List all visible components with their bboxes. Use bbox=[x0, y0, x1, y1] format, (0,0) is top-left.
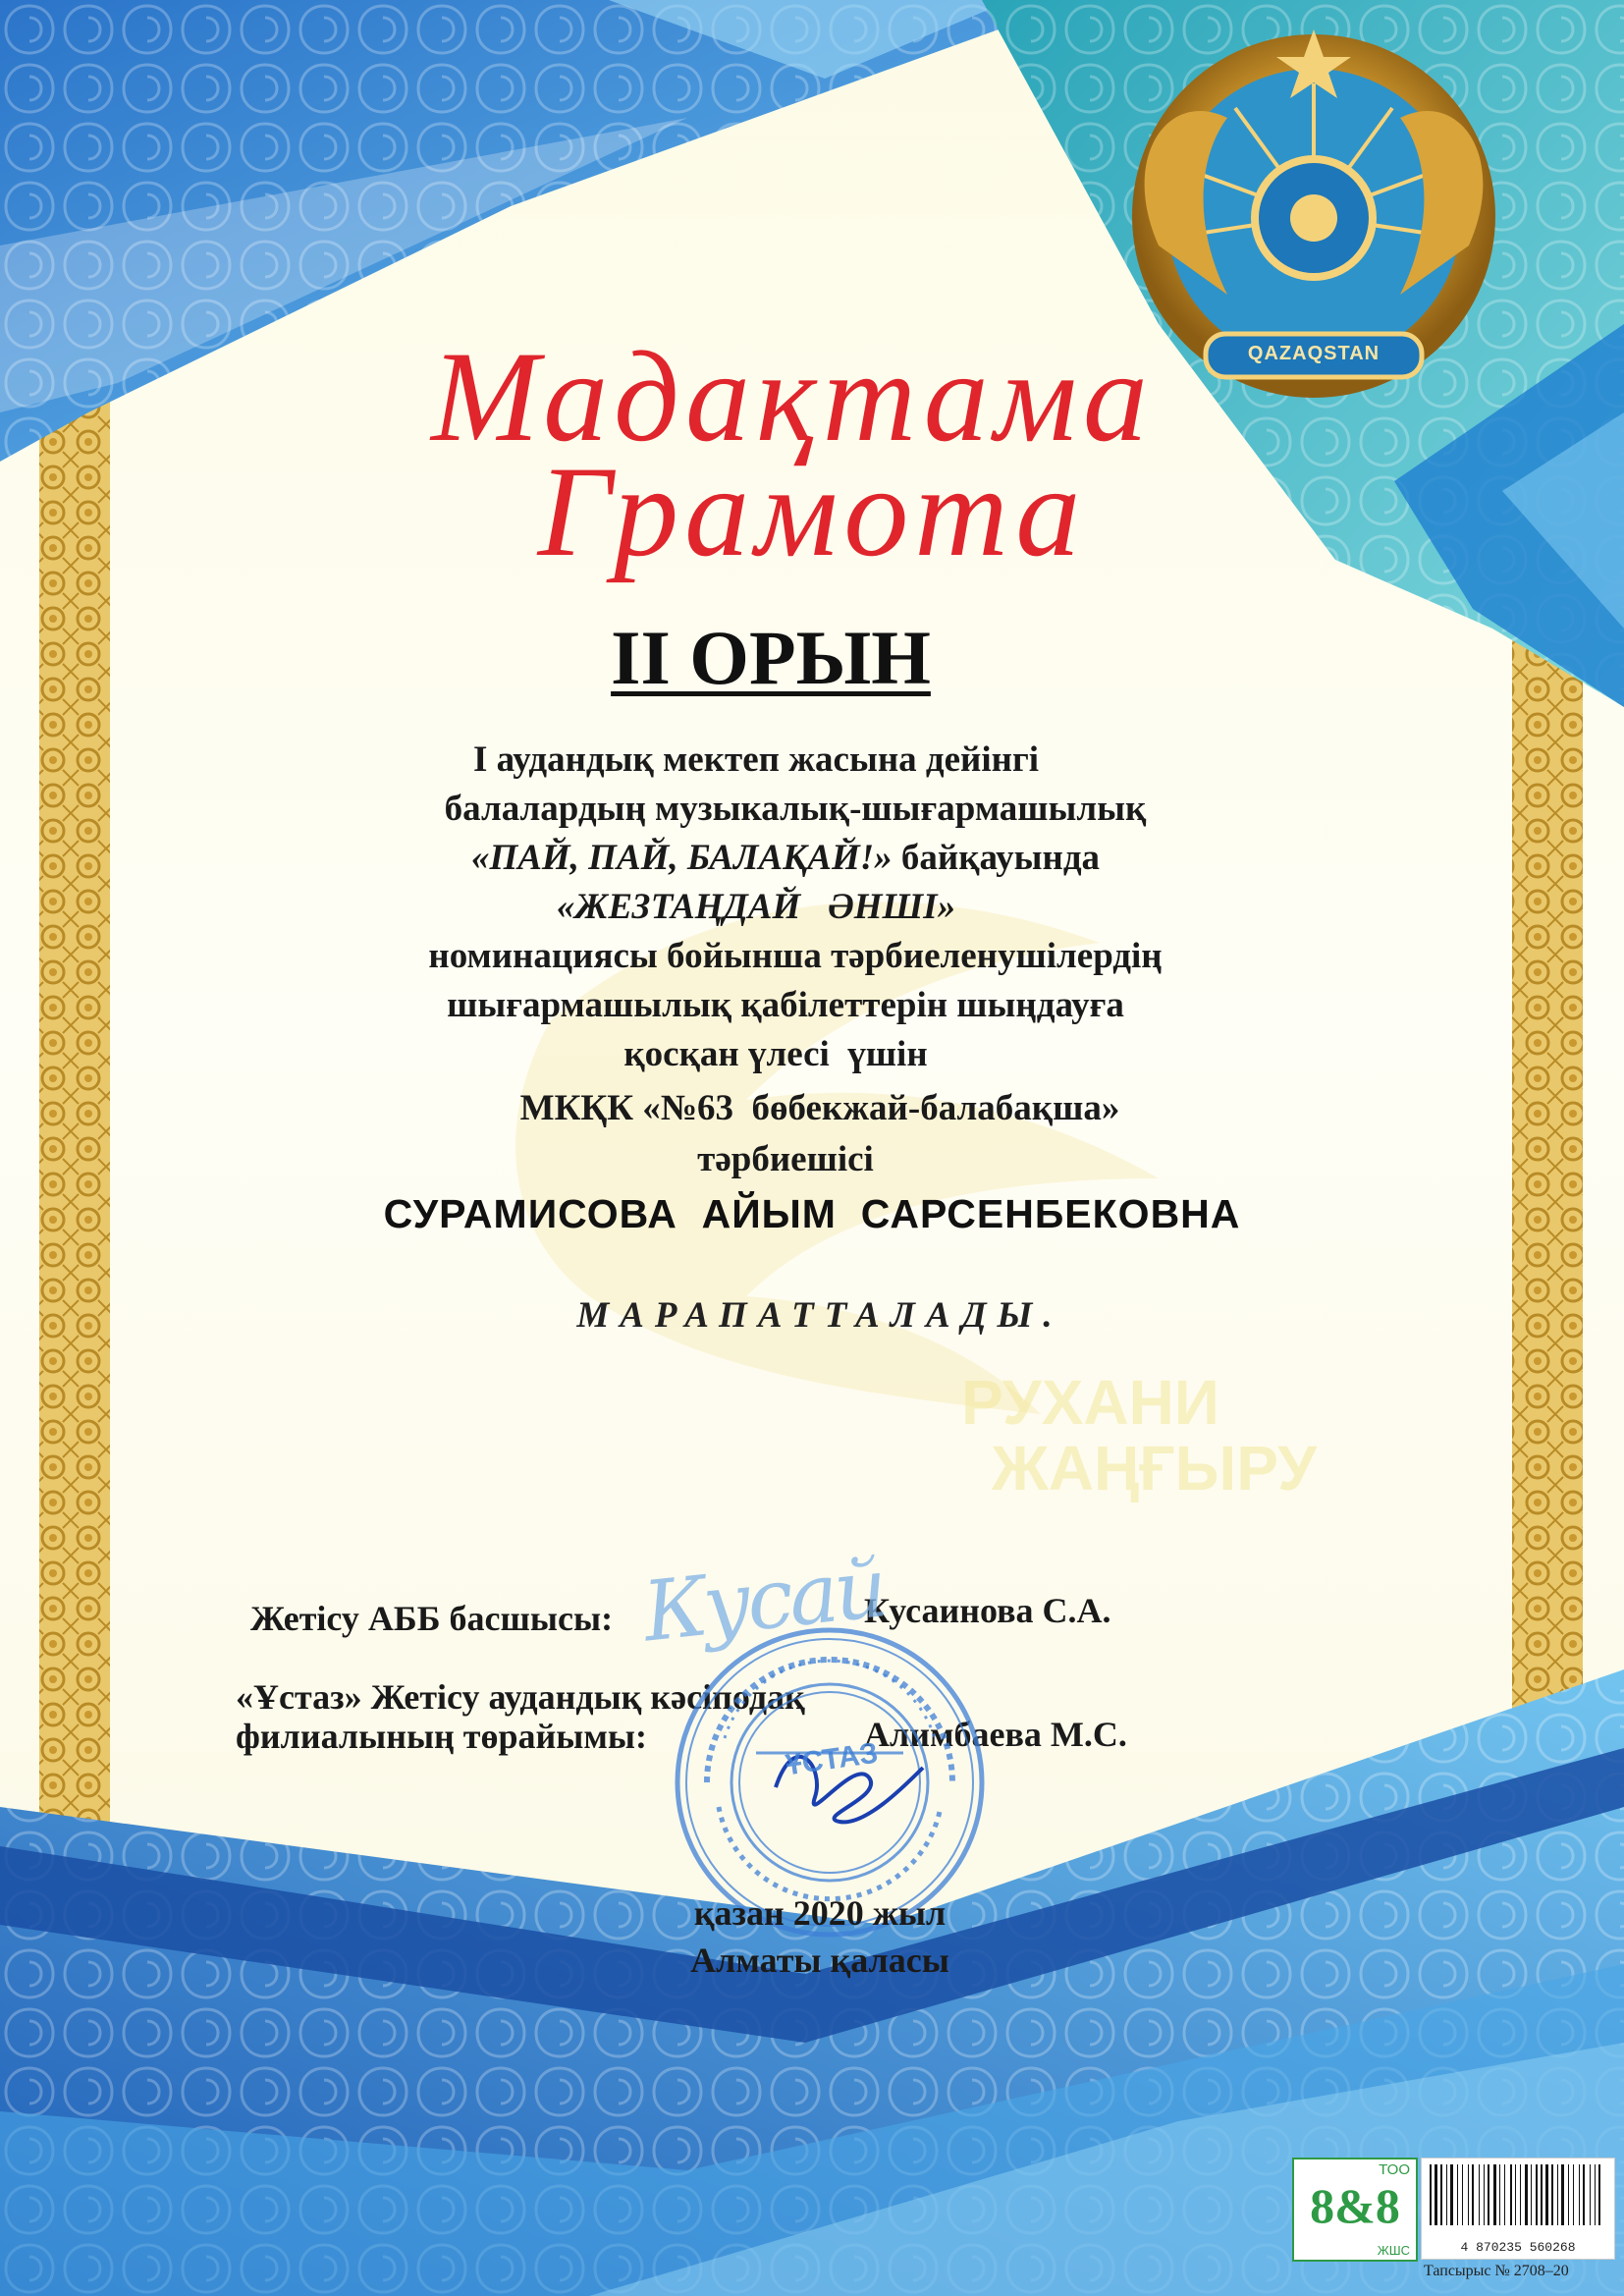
body-line-7: қосқан үлесі үшін bbox=[623, 1034, 928, 1074]
footer-city: Алматы қаласы bbox=[690, 1941, 949, 1980]
order-number: Тапсырыс № 2708–20 bbox=[1424, 2263, 1569, 2279]
title-kazakh: Мадақтама bbox=[431, 324, 1154, 468]
printer-brand: 8&8 bbox=[1310, 2178, 1400, 2233]
recipient-name: СУРАМИСОВА АЙЫМ САРСЕНБЕКОВНА bbox=[383, 1191, 1241, 1236]
barcode bbox=[1421, 2158, 1615, 2260]
printer-jshs-label: ЖШС bbox=[1377, 2243, 1410, 2258]
watermark-line-1: РУХАНИ bbox=[961, 1367, 1219, 1438]
body-line-9: тәрбиешісі bbox=[697, 1139, 874, 1179]
watermark-text bbox=[864, 1367, 1317, 1504]
barcode-number: 4 870235 560268 bbox=[1460, 2240, 1576, 2255]
awarded-text: МАРАПАТТАЛАДЫ. bbox=[576, 1295, 1063, 1336]
title-russian: Грамота bbox=[537, 439, 1087, 583]
nomination-name: «ЖЕЗТАҢДАЙ ӘНШІ» bbox=[556, 887, 956, 927]
body-line-5: номинациясы бойынша тәрбиеленушілердің bbox=[428, 936, 1163, 976]
emblem-label: QAZAQSTAN bbox=[1247, 343, 1380, 364]
body-line-6: шығармашылық қабілеттерін шыңдауға bbox=[447, 985, 1124, 1025]
signatory-1-title: Жетісу АББ басшысы: bbox=[250, 1599, 614, 1638]
body-line-2: балалардың музыкалық-шығармашылық bbox=[444, 789, 1147, 829]
body-line-8: МКҚК «№63 бөбекжай-балабақша» bbox=[519, 1088, 1120, 1128]
body-line-1: І аудандық мектеп жасына дейінгі bbox=[472, 739, 1040, 780]
barcode-icon bbox=[1428, 2164, 1608, 2233]
printer-logo bbox=[1292, 2158, 1418, 2262]
signatory-2-name: Алимбаева М.С. bbox=[864, 1715, 1127, 1754]
footer-date: қазан 2020 жыл bbox=[693, 1893, 947, 1933]
contest-suffix: байқауында bbox=[900, 838, 1101, 878]
signatory-2-title-line-2: филиалының төрайымы: bbox=[236, 1717, 647, 1756]
contest-name: «ПАЙ, ПАЙ, БАЛАҚАЙ!» bbox=[470, 838, 893, 878]
body-line-4 bbox=[0, 889, 1542, 925]
watermark-line-2: ЖАҢҒЫРУ bbox=[992, 1433, 1317, 1504]
printer-too-label: ТОО bbox=[1379, 2161, 1410, 2178]
place-heading: II ОРЫН bbox=[611, 615, 931, 700]
signatory-1-name: Кусаинова С.А. bbox=[864, 1591, 1111, 1630]
body-line-3 bbox=[0, 840, 1571, 876]
stamp-center-text: ҰСТАЗ bbox=[784, 1736, 881, 1782]
handwritten-signature-1: Кусай bbox=[638, 1539, 889, 1661]
signatory-2-title-line-1: «Ұстаз» Жетісу аудандық кәсіподақ bbox=[236, 1677, 805, 1717]
